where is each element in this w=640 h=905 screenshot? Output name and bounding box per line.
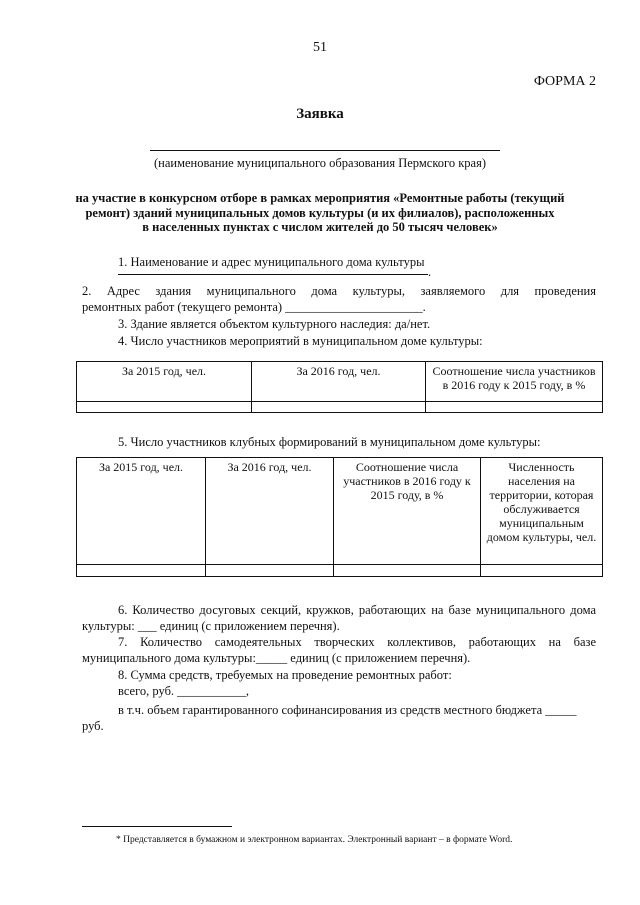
table-cell [77,402,252,413]
item-8-total: всего, руб. ___________, [118,684,250,698]
item-7-line-1: 7. Количество самодеятельных творческих коллективов, работающих на базе [118,635,596,649]
footnote: * Представляется в бумажном и электронном вариантах. Электронный вариант – в формате Word. [116,835,513,845]
page-number: 51 [313,40,327,55]
table-cell [426,402,603,413]
table-cell [206,565,334,577]
item-1: 1. Наименование и адрес муниципального дома культуры [118,255,425,269]
table-header-cell: Численность населения на территории, которая обслуживается муниципальным домом культуры, чел. [481,458,603,565]
table-header-cell: За 2016 год, чел. [252,362,426,402]
table-header-cell: За 2016 год, чел. [206,458,334,565]
municipality-line [150,150,500,151]
subject-line-2: ремонт) зданий муниципальных домов культуры (и их филиалов), расположенных [85,206,555,220]
item-8-cofinancing: в т.ч. объем гарантированного софинансирования из средств местного бюджета _____ [118,703,577,717]
item-1-blank [118,274,428,275]
table-cell [334,565,481,577]
municipality-caption: (наименование муниципального образования Пермского края) [154,156,486,170]
table-cell [77,565,206,577]
item-4: 4. Число участников мероприятий в муниципальном доме культуры: [118,334,483,348]
item-6-line-1: 6. Количество досуговых секций, кружков, работающих на базе муниципального дома [118,603,596,617]
table-header-cell: Соотношение числа участников в 2016 году к 2015 году, в % [426,362,603,402]
item-6-line-2: культуры: ___ единиц (с приложением перечня). [82,619,340,633]
document-title: Заявка [296,106,344,122]
table-header-cell: За 2015 год, чел. [77,362,252,402]
item-3: 3. Здание является объектом культурного наследия: да/нет. [118,317,431,331]
table-cell [252,402,426,413]
table-header-cell: За 2015 год, чел. [77,458,206,565]
item-7-line-2: муниципального дома культуры:_____ единиц (с приложением перечня). [82,651,471,665]
item-5: 5. Число участников клубных формирований в муниципальном доме культуры: [118,435,541,449]
participants-table [76,361,603,413]
table-cell [481,565,603,577]
item-8: 8. Сумма средств, требуемых на проведение ремонтных работ: [118,668,452,682]
subject-line-1: на участие в конкурсном отборе в рамках мероприятия «Ремонтные работы (текущий [75,191,565,205]
item-1-end: . [428,265,432,279]
club-members-table [76,457,603,577]
table-header-cell: Соотношение числа участников в 2016 году к 2015 году, в % [334,458,481,565]
subject-line-3: в населенных пунктах с числом жителей до 50 тысяч человек» [142,220,498,234]
item-8-rub: руб. [82,719,104,733]
form-label: ФОРМА 2 [533,74,596,89]
item-2-line-1: 2. Адрес здания муниципального дома культуры, заявляемого для проведения [82,284,596,298]
item-2-line-2: ремонтных работ (текущего ремонта) ______________________. [82,300,426,314]
footnote-separator [82,826,232,827]
